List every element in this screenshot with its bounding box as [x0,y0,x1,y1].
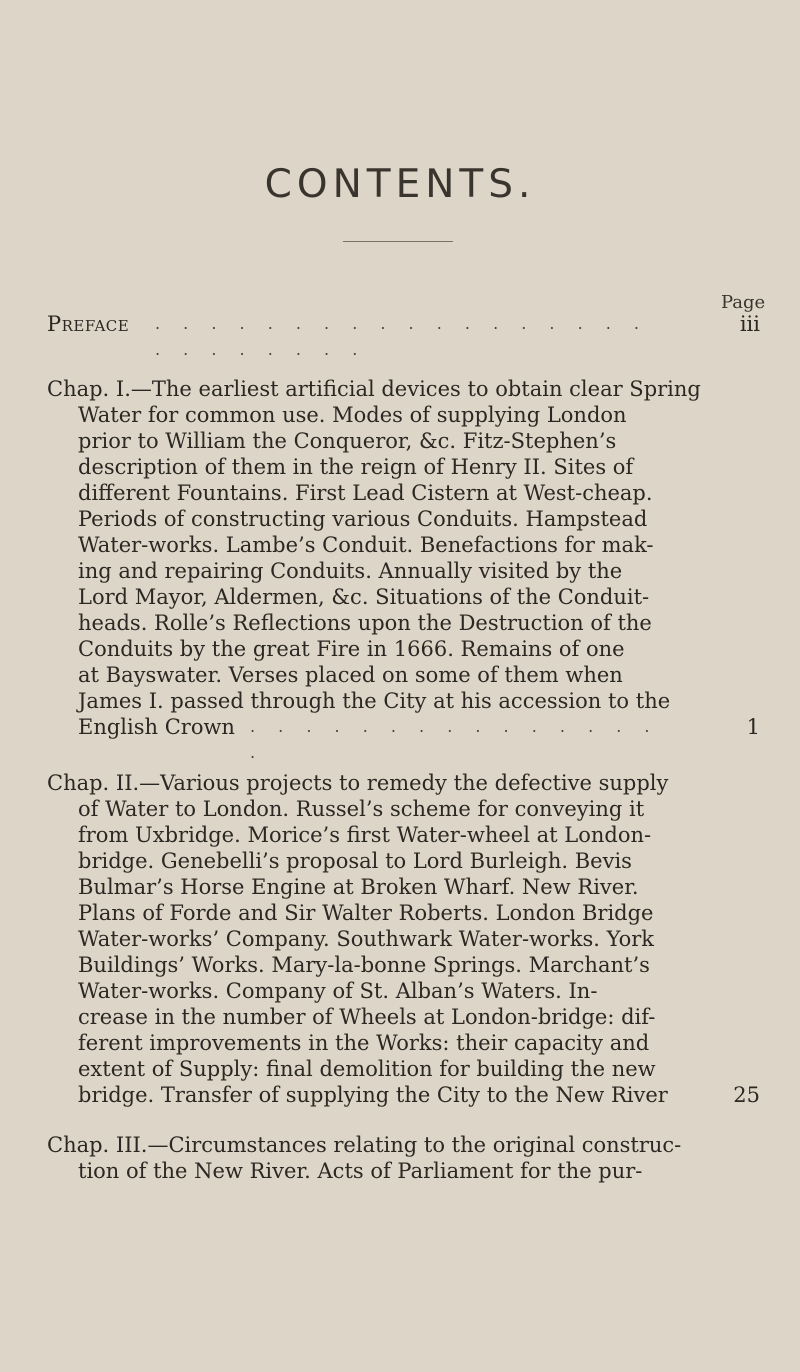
chapter-line: bridge. Transfer of supplying the City to the New River [78,1083,668,1107]
chapter-line: Water-works’ Company. Southwark Water-works. York [78,927,655,951]
chapter-line: Chap. III.—Circumstances relating to the original construc- [47,1133,682,1157]
chapter-line: of Water to London. Russel’s scheme for conveying it [78,797,645,821]
chapter-line: Lord Mayor, Aldermen, &c. Situations of the Conduit- [78,585,650,609]
page-title: CONTENTS. [264,162,536,207]
chapter-1-page-number: 1 [746,715,760,739]
chapter-line: Buildings’ Works. Mary-la-bonne Springs. Marchant’s [78,953,650,977]
preface-label: Preface [47,312,130,336]
chapter-line: Water-works. Lambe’s Conduit. Benefactions for mak- [78,533,654,557]
chapter-line: description of them in the reign of Henry II. Sites of [78,455,634,479]
chapter-line: ing and repairing Conduits. Annually visited by the [78,559,623,583]
chapter-line: heads. Rolle’s Reflections upon the Destruction of the [78,611,652,635]
chapter-line: bridge. Genebelli’s proposal to Lord Burleigh. Bevis [78,849,632,873]
chapter-line: Chap. I.—The earliest artificial devices to obtain clear Spring [47,377,701,401]
chapter-line: English Crown [78,715,235,739]
page-column-header: Page [721,292,766,313]
chapter-line: Chap. II.—Various projects to remedy the defective supply [47,771,669,795]
chapter-line: at Bayswater. Verses placed on some of them when [78,663,623,687]
chapter-line: Water-works. Company of St. Alban’s Waters. In- [78,979,598,1003]
preface-page-number: iii [739,312,760,336]
chapter-line: ferent improvements in the Works: their capacity and [78,1031,650,1055]
chapter-2-page-number: 25 [733,1083,760,1107]
title-rule [343,241,453,242]
chapter-line: prior to William the Conqueror, &c. Fitz-Stephen’s [78,429,617,453]
chapter-line: tion of the New River. Acts of Parliament for the pur- [78,1159,643,1183]
chapter-line: Periods of constructing various Conduits. Hampstead [78,507,648,531]
preface-leader-dots: . . . . . . . . . . . . . . . . . . . . . . . . . . [155,314,649,359]
chapter-1-leader-dots: . . . . . . . . . . . . . . . . [250,717,659,762]
chapter-line: Water for common use. Modes of supplying London [78,403,627,427]
chapter-line: crease in the number of Wheels at London-bridge: dif- [78,1005,656,1029]
chapter-line: extent of Supply: final demolition for building the new [78,1057,656,1081]
chapter-line: James I. passed through the City at his accession to the [78,689,671,713]
chapter-line: Plans of Forde and Sir Walter Roberts. London Bridge [78,901,654,925]
chapter-line: Bulmar’s Horse Engine at Broken Wharf. New River. [78,875,639,899]
chapter-line: from Uxbridge. Morice’s first Water-wheel at London- [78,823,652,847]
chapter-line: Conduits by the great Fire in 1666. Remains of one [78,637,625,661]
chapter-line: different Fountains. First Lead Cistern at West-cheap. [78,481,653,505]
